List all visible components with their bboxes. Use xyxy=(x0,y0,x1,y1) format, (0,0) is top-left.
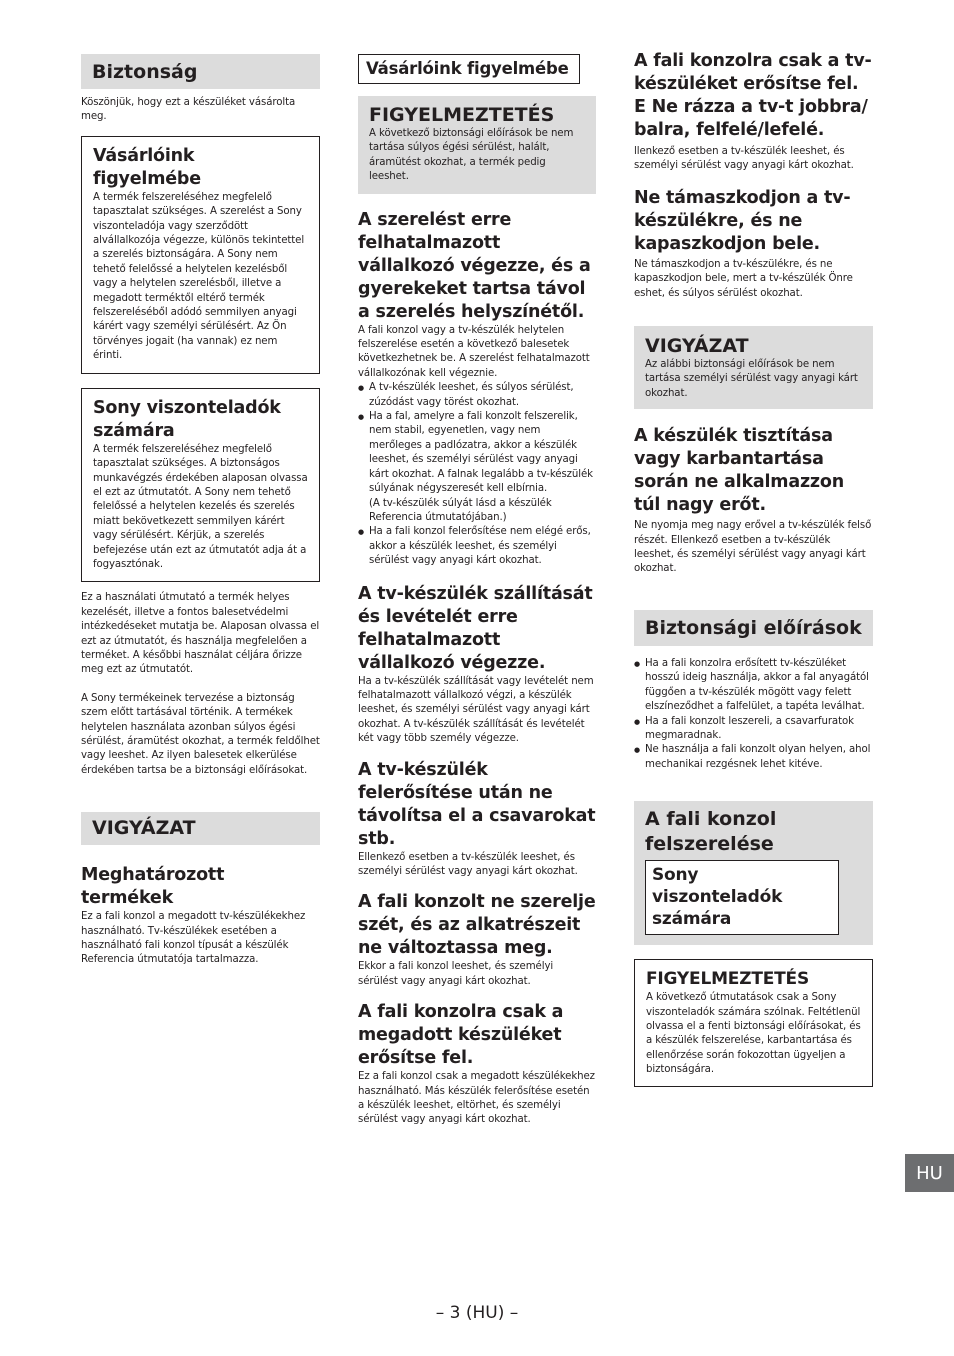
column-3 xyxy=(634,50,873,1087)
heading-text: Biztonsági előírások xyxy=(645,616,862,639)
subheading-tv-only: A fali konzolra csak a tv-készüléket erősítse fel. E Ne rázza a tv-t jobbra/ balra, felfelé/lefelé. xyxy=(634,51,872,140)
heading-text: VIGYÁZAT xyxy=(92,817,196,840)
paragraph-tv-only: llenkező esetben a tv-készülék leeshet, és személyi sérülést vagy anyagi kárt okozhat. xyxy=(634,146,854,172)
section-heading-vigyazat xyxy=(81,812,320,845)
subheading-specified-device: A fali konzolra csak a megadott készüléket erősítse fel. xyxy=(358,1002,564,1069)
subheading-installer: A szerelést erre felhatalmazott vállalkozó végezze, és a gyerekeket tartsa távol a szerelés helyszínétől. xyxy=(358,209,591,322)
page-number: – 3 (HU) – xyxy=(435,1303,519,1323)
list-item: ● Ha a fali konzol felerősítése nem elégé erős, akkor a készülék leeshet, és személyi sérülést vagy anyagi kárt okozhat. xyxy=(358,525,596,568)
caution-text: Az alábbi biztonsági előírások be nem tartása személyi sérülést vagy anyagi kárt okozhat. xyxy=(645,359,858,399)
customers-notice-box xyxy=(81,136,320,374)
label-text: Sony viszonteladók számára xyxy=(652,865,783,930)
heading-text: A fali konzol felszerelése xyxy=(645,808,777,856)
section-heading-safety xyxy=(634,610,873,646)
list-item: ● A tv-készülék leeshet, és súlyos sérülést, zúzódást vagy törést okozhat. xyxy=(358,381,596,410)
installer-bullet-list xyxy=(358,381,596,568)
paragraph-disassemble: Ekkor a fali konzol leeshet, és személyi sérülést vagy anyagi kárt okozhat. xyxy=(358,961,554,987)
label-text: Vásárlóink figyelmébe xyxy=(366,59,569,78)
column-2 xyxy=(358,54,596,1128)
column-1 xyxy=(81,54,320,968)
language-tab: HU xyxy=(905,1154,954,1192)
warning-title: FIGYELMEZTETÉS xyxy=(646,969,809,990)
paragraph-design: A Sony termékeinek tervezése a biztonság szem előtt tartásával történik. A termékek helytelen használata azonban súlyos égési sérülést, áramütést okozhat, a termék feldőlhet vagy leeshet. Az ilyen balesetek elkerülése érdekében tartsa be a biztonsági előírásokat. xyxy=(81,692,320,776)
box-text: A termék felszereléséhez megfelelő tapasztalat szükséges. A biztonságos munkavégzés érdekében alaposan olvassa el ezt az útmutatót. A Sony nem tehető felelőssé a helytelen kezelés és szerelés miatt bekövetkezett semmilyen kárért vagy sérülésért. Kérjük, a szerelés befejezése után ezt az útmutatót adja át a fogyasztónak. xyxy=(93,443,308,570)
subheading-screws: A tv-készülék felerősítése után ne távolítsa el a csavarokat stb. xyxy=(358,759,596,849)
intro-paragraph: Köszönjük, hogy ezt a készüléket vásárolta meg. xyxy=(81,97,296,123)
subheading-transport: A tv-készülék szállítását és levételét erre felhatalmazott vállalkozó végezze. xyxy=(358,583,593,673)
install-warning-box xyxy=(634,959,873,1086)
box-text: A termék felszereléséhez megfelelő tapasztalat szükséges. A szerelést a Sony viszonteladója vagy szerződött alvállalkozója végezze, különös tekintettel a szerelés biztonságára. A Sony nem tehető felelőssé a helytelen kezelésből vagy a helytelen szerelésből, illetve a megadott terméktől eltérő termék felszereléséből adódó semmilyen anyagi kárért vagy személyi sérülésért. Az Ön törvényes jogait (ha vannak) ez nem érinti. xyxy=(93,191,305,362)
safety-bullet-list xyxy=(634,657,873,772)
warning-text: A következő biztonsági előírások be nem tartása súlyos égési sérülést, halált, áramütést okozhat, a termék pedig leeshet. xyxy=(369,128,574,183)
section-heading-biztonsag xyxy=(81,54,320,89)
paragraph-products: Ez a fali konzol a megadott tv-készülékekhez használható. Tv-készülékek esetében a használható fali konzol típusát a készülék Referencia útmutatója tartalmazza. xyxy=(81,911,306,966)
subheading-lean: Ne támaszkodjon a tv-készülékre, és ne kapaszkodjon bele. xyxy=(634,187,851,254)
list-item: ● Ha a fali konzolt leszereli, a csavarfuratok megmaradnak. xyxy=(634,715,873,744)
dealers-notice-box xyxy=(81,388,320,583)
list-item: ● Ne használja a fali konzolt olyan helyen, ahol mechanikai rezgésnek lehet kitéve. xyxy=(634,743,873,772)
dealers-label-box xyxy=(645,860,839,935)
customers-label-box xyxy=(358,54,580,84)
subheading-disassemble: A fali konzolt ne szerelje szét, és az alkatrészeit ne változtassa meg. xyxy=(358,892,596,959)
heading-text: Biztonság xyxy=(92,61,198,83)
paragraph-usage: Ez a használati útmutató a termék helyes kezelését, illetve a fontos balesetvédelmi intézkedéseket mutatja be. Alaposan olvassa el ezt az útmutatót, és használja megfelelően a terméket. A későbbi használat céljára őrizze meg ezt az útmutatót. xyxy=(81,592,320,676)
paragraph-lean: Ne támaszkodjon a tv-készülékre, és ne kapaszkodjon bele, mert a tv-készülék Önre eshet, és súlyos sérülést okozhat. xyxy=(634,258,853,299)
section-heading-install xyxy=(634,801,873,945)
list-item: ● Ha a fal, amelyre a fali konzolt felszerelik, nem stabil, egyenetlen, vagy nem merőleges a padlózatra, akkor a készülék leeshet, és személyi sérülést vagy anyagi kárt okozhat. A falnak legalább a tv-készülék súlyának négyszeresét kell elbírnia. (A tv-készülék súlyát lásd a készülék Referencia útmutatójában.) xyxy=(358,410,596,525)
warning-title: FIGYELMEZTETÉS xyxy=(369,104,555,126)
list-item: ● Ha a fali konzolra erősített tv-készüléket hosszú ideig használja, akkor a fal anyagától függően a tv-készülék mögött vagy felett elszíneződhet a falfelület, a tapéta leválhat. xyxy=(634,657,873,715)
paragraph-specified-device: Ez a fali konzol csak a megadott készülékekhez használható. Más készülék felerősítése esetén a készülék leeshet, eltörhet, és személyi sérülést vagy anyagi kárt okozhat. xyxy=(358,1071,595,1126)
caution-box xyxy=(634,326,873,409)
paragraph-transport: Ha a tv-készülék szállítását vagy levételét nem felhatalmazott vállalkozó végzi, a készülék leeshet, és személyi sérülést vagy anyagi kárt okozhat. A tv-készülék szállítását és levételét két vagy több személy végezze. xyxy=(358,675,594,745)
paragraph-cleaning: Ne nyomja meg nagy erővel a tv-készülék felső részét. Ellenkező esetben a tv-készülék leeshet, és személyi sérülést vagy anyagi kárt okozhat. xyxy=(634,520,872,575)
paragraph-screws: Ellenkező esetben a tv-készülék leeshet, és személyi sérülést vagy anyagi kárt okozhat. xyxy=(358,851,578,877)
box-title: Sony viszonteladók számára xyxy=(93,397,281,441)
box-title: Vásárlóink figyelmébe xyxy=(93,145,201,189)
warning-box xyxy=(358,96,596,194)
caution-title: VIGYÁZAT xyxy=(645,335,749,358)
subheading-cleaning: A készülék tisztítása vagy karbantartása során ne alkalmazzon túl nagy erőt. xyxy=(634,426,844,516)
warning-text: A következő útmutatások csak a Sony viszonteladók számára szólnak. Feltétlenül olvassa el a fenti biztonsági előírásokat, és a készülék felszerelése, karbantartása és ellenőrzése során fokozottan ügyeljen a biztonságára. xyxy=(646,992,861,1076)
paragraph-installer: A fali konzol vagy a tv-készülék helytelen felszerelése esetén a következő balesetek következhetnek be. A szerelést felhatalmazott vállalkozónak kell végeznie. xyxy=(358,324,590,379)
subheading-products: Meghatározott termékek xyxy=(81,865,225,909)
